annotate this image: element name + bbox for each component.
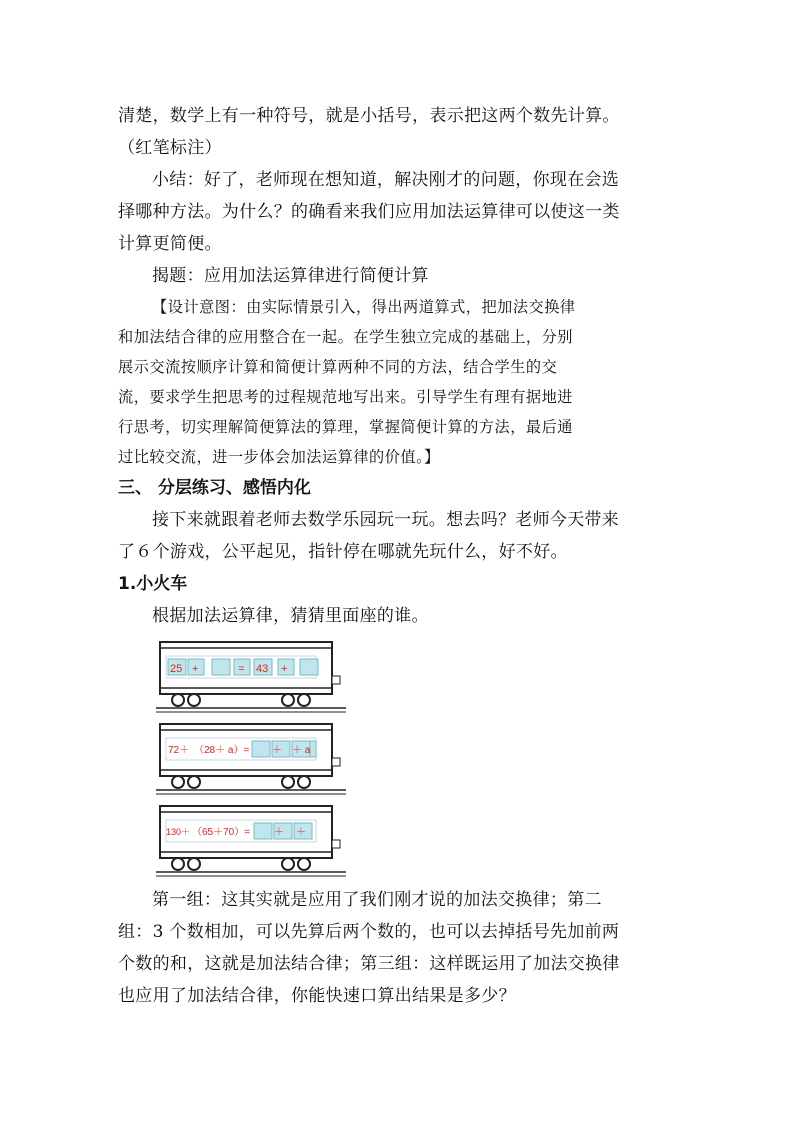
closing-line: 个数的和，这就是加法结合律；第三组：这样既运用了加法交换律: [118, 954, 620, 974]
train-cell: ＋: [274, 827, 284, 838]
train-cell: +: [281, 663, 288, 675]
train-cell: =: [238, 663, 245, 675]
design-intent-line: 流，要求学生把思考的过程规范地写出来。引导学生有理有据地进: [118, 388, 573, 406]
paragraph-line: （红笔标注）: [118, 138, 222, 158]
summary-line: 计算更简便。: [118, 234, 222, 254]
train-car-2: [156, 720, 346, 796]
train-cell: 43: [256, 663, 269, 675]
subsection-title: 1.小火车: [118, 574, 188, 594]
train-cell: （28＋ a）=: [194, 745, 250, 756]
summary-line: 择哪种方法。为什么？的确看来我们应用加法运算律可以使这一类: [118, 202, 620, 222]
design-intent-line: 和加法结合律的应用整合在一起。在学生独立完成的基础上，分别: [118, 328, 573, 346]
design-intent-line: 展示交流按顺序计算和简便计算两种不同的方法，结合学生的交: [118, 358, 558, 376]
train-cell: 25: [170, 663, 183, 675]
closing-line: 也应用了加法结合律，你能快速口算出结果是多少？: [118, 986, 516, 1006]
summary-line: 小结：好了，老师现在想知道，解决刚才的问题，你现在会选: [152, 170, 620, 190]
train-images: [156, 638, 678, 878]
train-cell: 72＋: [168, 745, 190, 756]
train-car-3: [156, 802, 346, 878]
train-cell: ＋: [296, 827, 306, 838]
train-car-1: [156, 638, 346, 714]
design-intent-line: 行思考，切实理解简便算法的算理，掌握简便计算的方法，最后通: [118, 418, 573, 436]
design-intent-line: 过比较交流，进一步体会加法运算律的价值。】: [118, 448, 440, 466]
intro-line: 接下来就跟着老师去数学乐园玩一玩。想去吗？老师今天带来: [152, 510, 620, 530]
closing-line: 组：3 个数相加，可以先算后两个数的，也可以去掉括号先加前两: [118, 922, 620, 942]
train-cell: 130＋: [166, 827, 191, 837]
design-intent-line: 【设计意图：由实际情景引入，得出两道算式，把加法交换律: [152, 298, 576, 316]
closing-line: 第一组：这其实就是应用了我们刚才说的加法交换律；第二: [152, 890, 602, 910]
instruction-line: 根据加法运算律，猜猜里面座的谁。: [152, 606, 429, 626]
train-cell: ＋: [272, 745, 282, 756]
document-page: [118, 100, 678, 1012]
topic-line: 揭题：应用加法运算律进行简便计算: [152, 266, 429, 286]
train-cell: （65＋70）=: [192, 827, 251, 838]
train-cell: +: [192, 663, 199, 675]
section-heading: 三、 分层练习、感悟内化: [118, 478, 311, 498]
train-cell: ＋ a: [292, 745, 311, 756]
paragraph-line: 清楚，数学上有一种符号，就是小括号，表示把这两个数先计算。: [118, 106, 620, 126]
intro-line: 了６个游戏，公平起见，指针停在哪就先玩什么，好不好。: [118, 542, 568, 562]
